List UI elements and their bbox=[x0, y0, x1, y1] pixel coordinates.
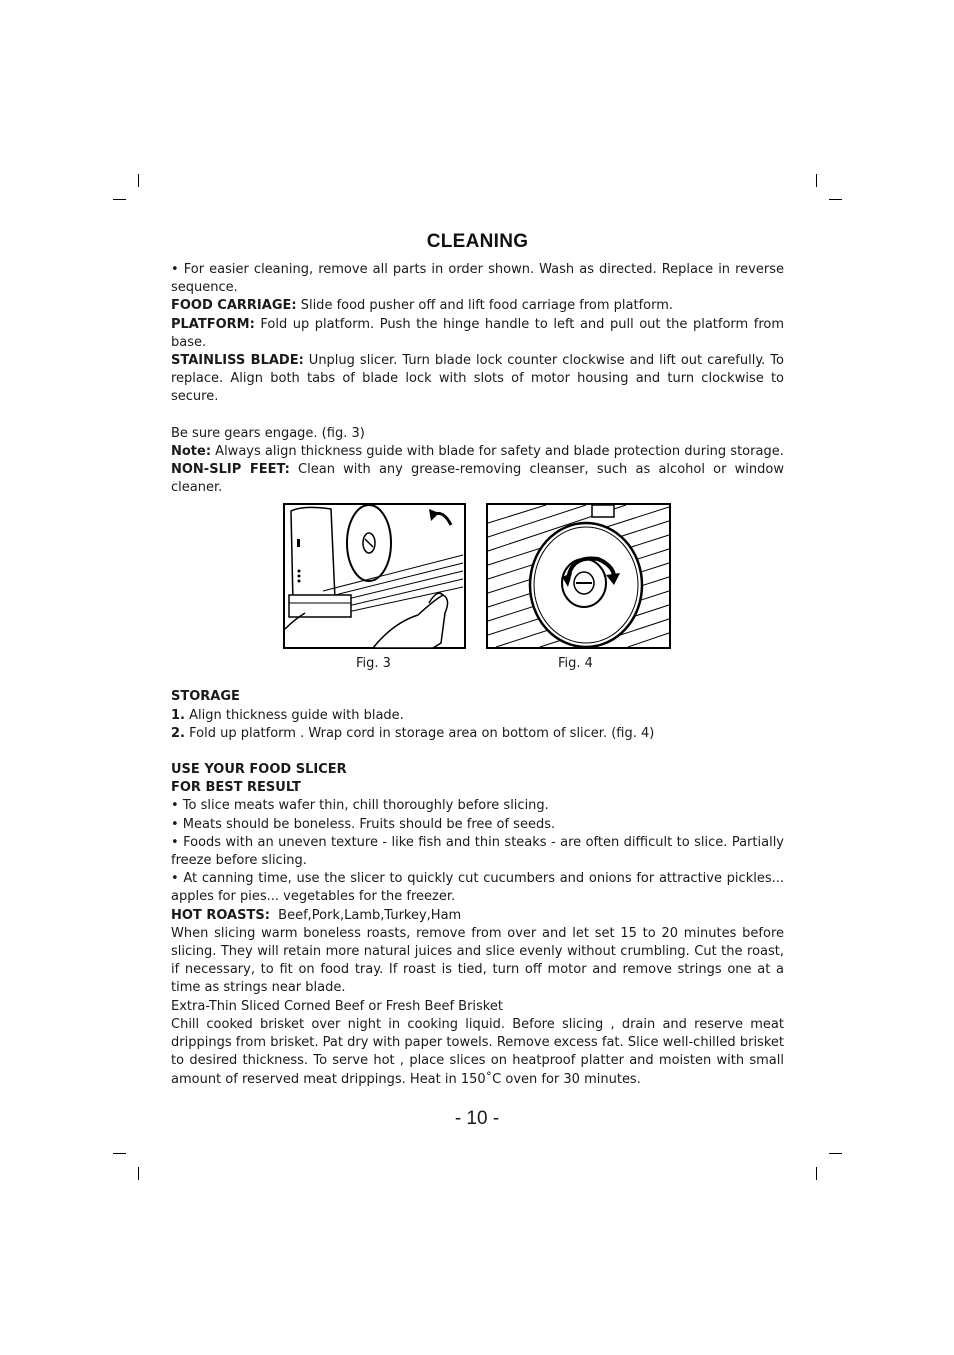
cleaning-item-food-carriage: FOOD CARRIAGE: Slide food pusher off and lift food carriage from platform. bbox=[171, 298, 674, 314]
best-result-heading: FOR BEST RESULT bbox=[171, 780, 301, 796]
tip-bullet: • At canning time, use the slicer to quickly cut cucumbers and onions for attractive pickles... apples for pies... vegetables for the freezer. bbox=[171, 871, 784, 905]
figure-3 bbox=[283, 503, 466, 672]
crop-mark bbox=[829, 199, 842, 200]
nonslip-feet: NON-SLIP FEET: Clean with any grease-removing cleanser, such as alcohol or window cleaner. bbox=[171, 462, 784, 496]
storage-item: 1. Align thickness guide with blade. bbox=[171, 707, 404, 723]
storage-heading: STORAGE bbox=[171, 689, 240, 705]
crop-mark bbox=[113, 199, 126, 200]
page-title: CLEANING bbox=[426, 231, 529, 252]
tip-bullet: • Meats should be boneless. Fruits should be free of seeds. bbox=[171, 816, 556, 832]
cleaning-item-blade: STAINLISS BLADE: Unplug slicer. Turn blade lock counter clockwise and lift out carefully. To replace. Align both tabs of blade lock with slots of motor housing and turn clockwise to secure. bbox=[171, 353, 784, 405]
figure-4-caption: Fig. 4 bbox=[558, 656, 593, 672]
gears-note: Be sure gears engage. (fig. 3) bbox=[171, 425, 365, 441]
crop-mark bbox=[113, 1153, 126, 1154]
hot-roasts: HOT ROASTS: Beef,Pork,Lamb,Turkey,Ham bbox=[171, 907, 462, 923]
tip-bullet: • To slice meats wafer thin, chill thoroughly before slicing. bbox=[171, 798, 549, 814]
use-heading: USE YOUR FOOD SLICER bbox=[171, 762, 347, 778]
crop-mark bbox=[138, 1167, 139, 1180]
figure-3-caption: Fig. 3 bbox=[356, 656, 391, 672]
cleaning-item-platform: PLATFORM: Fold up platform. Push the hinge handle to left and pull out the platform from base. bbox=[171, 316, 784, 350]
brisket-title: Extra-Thin Sliced Corned Beef or Fresh Beef Brisket bbox=[171, 998, 503, 1014]
intro-text: • For easier cleaning, remove all parts in order shown. Wash as directed. Replace in reverse sequence. bbox=[171, 262, 784, 296]
figures bbox=[171, 503, 784, 688]
tip-bullet: • Foods with an uneven texture - like fish and thin steaks - are often difficult to slice. Partially freeze before slicing. bbox=[171, 834, 784, 869]
roast-paragraph: When slicing warm boneless roasts, remove from over and let set 15 to 20 minutes before slicing. They will retain more natural juices and slice evenly without crumbling. Cut the roast, if necessary, to fit on food tray. If roast is tied, turn off motor and remove strings one at a time as strings near blade. bbox=[171, 925, 784, 996]
page-number: - 10 - bbox=[454, 1108, 500, 1129]
storage-item: 2. Fold up platform . Wrap cord in storage area on bottom of slicer. (fig. 4) bbox=[171, 725, 655, 741]
note: Note: Always align thickness guide with blade for safety and blade protection during storage. bbox=[171, 443, 784, 459]
crop-mark bbox=[829, 1153, 842, 1154]
brisket-paragraph: Chill cooked brisket over night in cooking liquid. Before slicing , drain and reserve meat drippings from brisket. Pat dry with paper towels. Remove excess fat. Slice well-chilled brisket to desired thickness. To serve hot , place slices on heatproof platter and moisten with small amount of reserved meat drippings. Heat in 150˚C oven for 30 minutes. bbox=[171, 1016, 784, 1087]
crop-mark bbox=[816, 174, 817, 187]
blade-lock-illustration bbox=[486, 503, 671, 649]
crop-mark bbox=[138, 174, 139, 187]
figure-4 bbox=[486, 503, 671, 672]
page-content bbox=[171, 231, 784, 1089]
slicer-blade-illustration bbox=[283, 503, 466, 649]
crop-mark bbox=[816, 1167, 817, 1180]
